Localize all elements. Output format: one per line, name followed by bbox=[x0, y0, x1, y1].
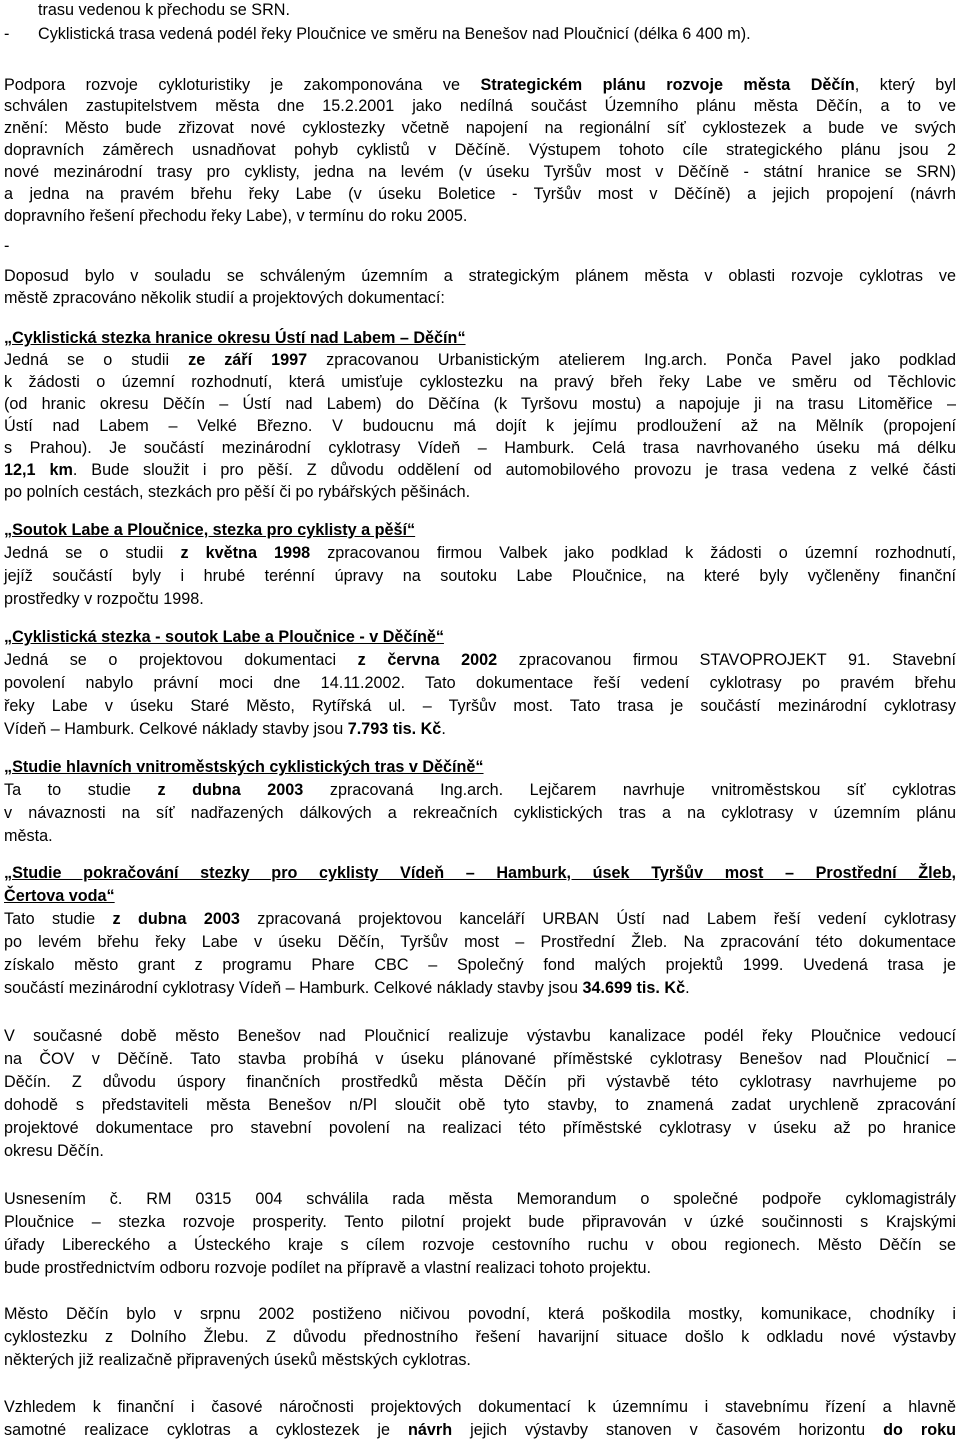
paragraph-line: Jedná se o studii ze září 1997 zpracovanou Urbanistickým atelierem Ing.arch. Ponča Pavel jako podklad bbox=[4, 351, 956, 369]
paragraph-line: (od hranic okresu Děčín – Ústí nad Labem) do Děčína (k Tyršovu mostu) a napojuje ji na trasu Litoměřice – bbox=[4, 395, 956, 413]
paragraph-line: Podpora rozvoje cykloturistiky je zakomponována ve Strategickém plánu rozvoje města Děčín, který byl bbox=[4, 76, 957, 94]
paragraph-line: jejíž součástí byly i hrubé terénní úpravy na soutoku Labe Ploučnice, na které byly vyčleněny finanční bbox=[4, 567, 956, 585]
paragraph-line: po polních cestách, stezkách pro pěší či po rybářských pěšinách. bbox=[4, 483, 471, 501]
paragraph-line: k žádosti o územní rozhodnutí, která umisťuje cyklostezku na pravý břeh řeky Labe ve směru od Těchlovic bbox=[4, 373, 956, 391]
paragraph-line: samotné realizace cyklotras a cyklostezek je návrh jejich výstavby stanoven v časovém horizontu do roku bbox=[4, 1421, 956, 1439]
section-heading: „Studie hlavních vnitroměstských cyklistických tras v Děčíně“ bbox=[4, 758, 484, 776]
paragraph-line: dohodě s představiteli města Benešov n/Pl sloučit obě tyto stavby, to znamená zadat urychleně zpracování bbox=[4, 1096, 956, 1114]
paragraph-line: schválen zastupitelstvem města dne 15.2.2001 jako nedílná součást Územního plánu města Děčín, a to ve bbox=[4, 97, 956, 115]
paragraph-line: získalo město grant z programu Phare CBC – Společný fond malých projektů 1999. Uvedená trasa je bbox=[4, 956, 956, 974]
paragraph-line: 12,1 km. Bude sloužit i pro pěší. Z důvodu oddělení od automobilového provozu je trasa vedena z velké části bbox=[4, 461, 956, 479]
paragraph-line: V současné době město Benešov nad Ploučnicí realizuje výstavbu kanalizace podél řeky Ploučnice vedoucí bbox=[4, 1027, 956, 1045]
paragraph-line: řeky Labe v úseku Staré Město, Rytířská ul. – Tyršův most. Tato trasa je součástí mezinárodní cyklotrasy bbox=[4, 697, 956, 715]
paragraph-line: dopravního řešení přechodu řeky Labe), v termínu do roku 2005. bbox=[4, 207, 468, 225]
paragraph-line: v návaznosti na síť nadřazených dálkových a rekreačních cyklistických tras a na cyklotrasy v územním plánu bbox=[4, 804, 956, 822]
paragraph-line: Vzhledem k finanční i časové náročnosti projektových dokumentací k územnímu i stavebnímu řízení a hlavně bbox=[4, 1398, 956, 1416]
section-heading: „Studie pokračování stezky pro cyklisty Vídeň – Hamburk, úsek Tyršův most – Prostřední Žleb, bbox=[4, 864, 956, 882]
paragraph-line: Ústí nad Labem – Velké Březno. V budoucnu má dojít k jejímu prodloužení až na Mělník (propojení bbox=[4, 417, 956, 435]
list-dash: - bbox=[4, 237, 10, 255]
paragraph-line: prostředky v rozpočtu 1998. bbox=[4, 590, 204, 608]
paragraph-line: městě zpracováno několik studií a projektových dokumentací: bbox=[4, 289, 445, 307]
paragraph-line: dopravních záměrech usnadňovat pohyb cyklistů v Děčíně. Výstupem tohoto cíle strategického plánu jsou 2 bbox=[4, 141, 956, 159]
paragraph-line: Město Děčín bylo v srpnu 2002 postiženo ničivou povodní, která poškodila mostky, komunikace, chodníky i bbox=[4, 1305, 956, 1323]
paragraph-line: bude prostřednictvím odboru rozvoje podílet na přípravě a vlastní realizaci tohoto projektu. bbox=[4, 1259, 651, 1277]
paragraph-line: s Prahou). Je součástí mezinárodní cyklotrasy Vídeň – Hamburk. Celá trasa navrhovaného úseku má délku bbox=[4, 439, 956, 457]
paragraph-line: Děčín. Z důvodu úspory finančních prostředků města Děčín při výstavbě této cyklotrasy navrhujeme po bbox=[4, 1073, 956, 1091]
intro-line: trasu vedenou k přechodu se SRN. bbox=[38, 1, 290, 19]
paragraph-line: Doposud bylo v souladu se schváleným územním a strategickým plánem města v oblasti rozvoje cyklotras ve bbox=[4, 267, 956, 285]
paragraph-line: nové mezinárodní trasy pro cyklisty, jedna na levém (v úseku Tyršův most v Děčíně - státní hranice se SRN) bbox=[4, 163, 956, 181]
paragraph-line: projektové dokumentace pro stavební povolení na realizaci této příměstské cyklotrasy v úseku až po hranice bbox=[4, 1119, 956, 1137]
intro-list-item: Cyklistická trasa vedená podél řeky Ploučnice ve směru na Benešov nad Ploučnicí (délka 6 400 m). bbox=[38, 25, 751, 43]
paragraph-line: Usnesením č. RM 0315 004 schválila rada města Memorandum o společné podpoře cyklomagistrály bbox=[4, 1190, 956, 1208]
paragraph-line: některých již realizačně připravených úseků městských cyklotras. bbox=[4, 1351, 471, 1369]
paragraph-line: města. bbox=[4, 827, 53, 845]
paragraph-line: cyklostezku z Dolního Žlebu. Z důvodu přednostního řešení havarijní situace došlo k odkladu nové výstavby bbox=[4, 1328, 956, 1346]
paragraph-line: okresu Děčín. bbox=[4, 1142, 104, 1160]
paragraph-line: Tato studie z dubna 2003 zpracovaná projektovou kanceláří URBAN Ústí nad Labem řeší vedení cyklotrasy bbox=[4, 910, 956, 928]
paragraph-line: znění: Město bude zřizovat nové cyklostezky včetně napojení na regionální síť cyklostezek a bude ve svých bbox=[4, 119, 956, 137]
paragraph-line: povolení nabylo právní moci dne 14.11.2002. Tato dokumentace řeší vedení cyklotrasy po pravém břehu bbox=[4, 674, 956, 692]
paragraph-line: a jedna na pravém břehu řeky Labe (v úseku Boletice - Tyršův most v Děčíně) a jejich propojení (návrh bbox=[4, 185, 956, 203]
paragraph-line: na ČOV v Děčíně. Tato stavba probíhá v úseku plánované příměstské cyklotrasy Benešov nad Ploučnicí – bbox=[4, 1050, 956, 1068]
list-dash: - bbox=[4, 25, 10, 43]
paragraph-line: Ploučnice – stezka rozvoje prosperity. Tento pilotní projekt bude připravován v úzké součinnosti s Krajskými bbox=[4, 1213, 956, 1231]
section-heading: „Cyklistická stezka hranice okresu Ústí nad Labem – Děčín“ bbox=[4, 329, 466, 347]
paragraph-line: součástí mezinárodní cyklotrasy Vídeň – Hamburk. Celkové náklady stavby jsou 34.699 tis. Kč. bbox=[4, 979, 690, 997]
paragraph-line: Ta to studie z dubna 2003 zpracovaná Ing.arch. Lejčarem navrhuje vnitroměstskou síť cyklotras bbox=[4, 781, 956, 799]
section-heading: „Cyklistická stezka - soutok Labe a Ploučnice - v Děčíně“ bbox=[4, 628, 444, 646]
paragraph-line: úřady Libereckého a Ústeckého kraje s cílem rozvoje cestovního ruchu v obou regionech. Město Děčín se bbox=[4, 1236, 956, 1254]
section-heading: Čertova voda“ bbox=[4, 887, 115, 905]
paragraph-line: Jedná se o projektovou dokumentaci z června 2002 zpracovanou firmou STAVOPROJEKT 91. Stavební bbox=[4, 651, 956, 669]
paragraph-line: Vídeň – Hamburk. Celkové náklady stavby jsou 7.793 tis. Kč. bbox=[4, 720, 446, 738]
paragraph-line: po levém břehu řeky Labe v úseku Děčín, Tyršův most – Prostřední Žleb. Na zpracování této dokumentace bbox=[4, 933, 956, 951]
section-heading: „Soutok Labe a Ploučnice, stezka pro cyklisty a pěší“ bbox=[4, 521, 416, 539]
paragraph-line: Jedná se o studii z května 1998 zpracovanou firmou Valbek jako podklad k žádosti o územní rozhodnutí, bbox=[4, 544, 957, 562]
